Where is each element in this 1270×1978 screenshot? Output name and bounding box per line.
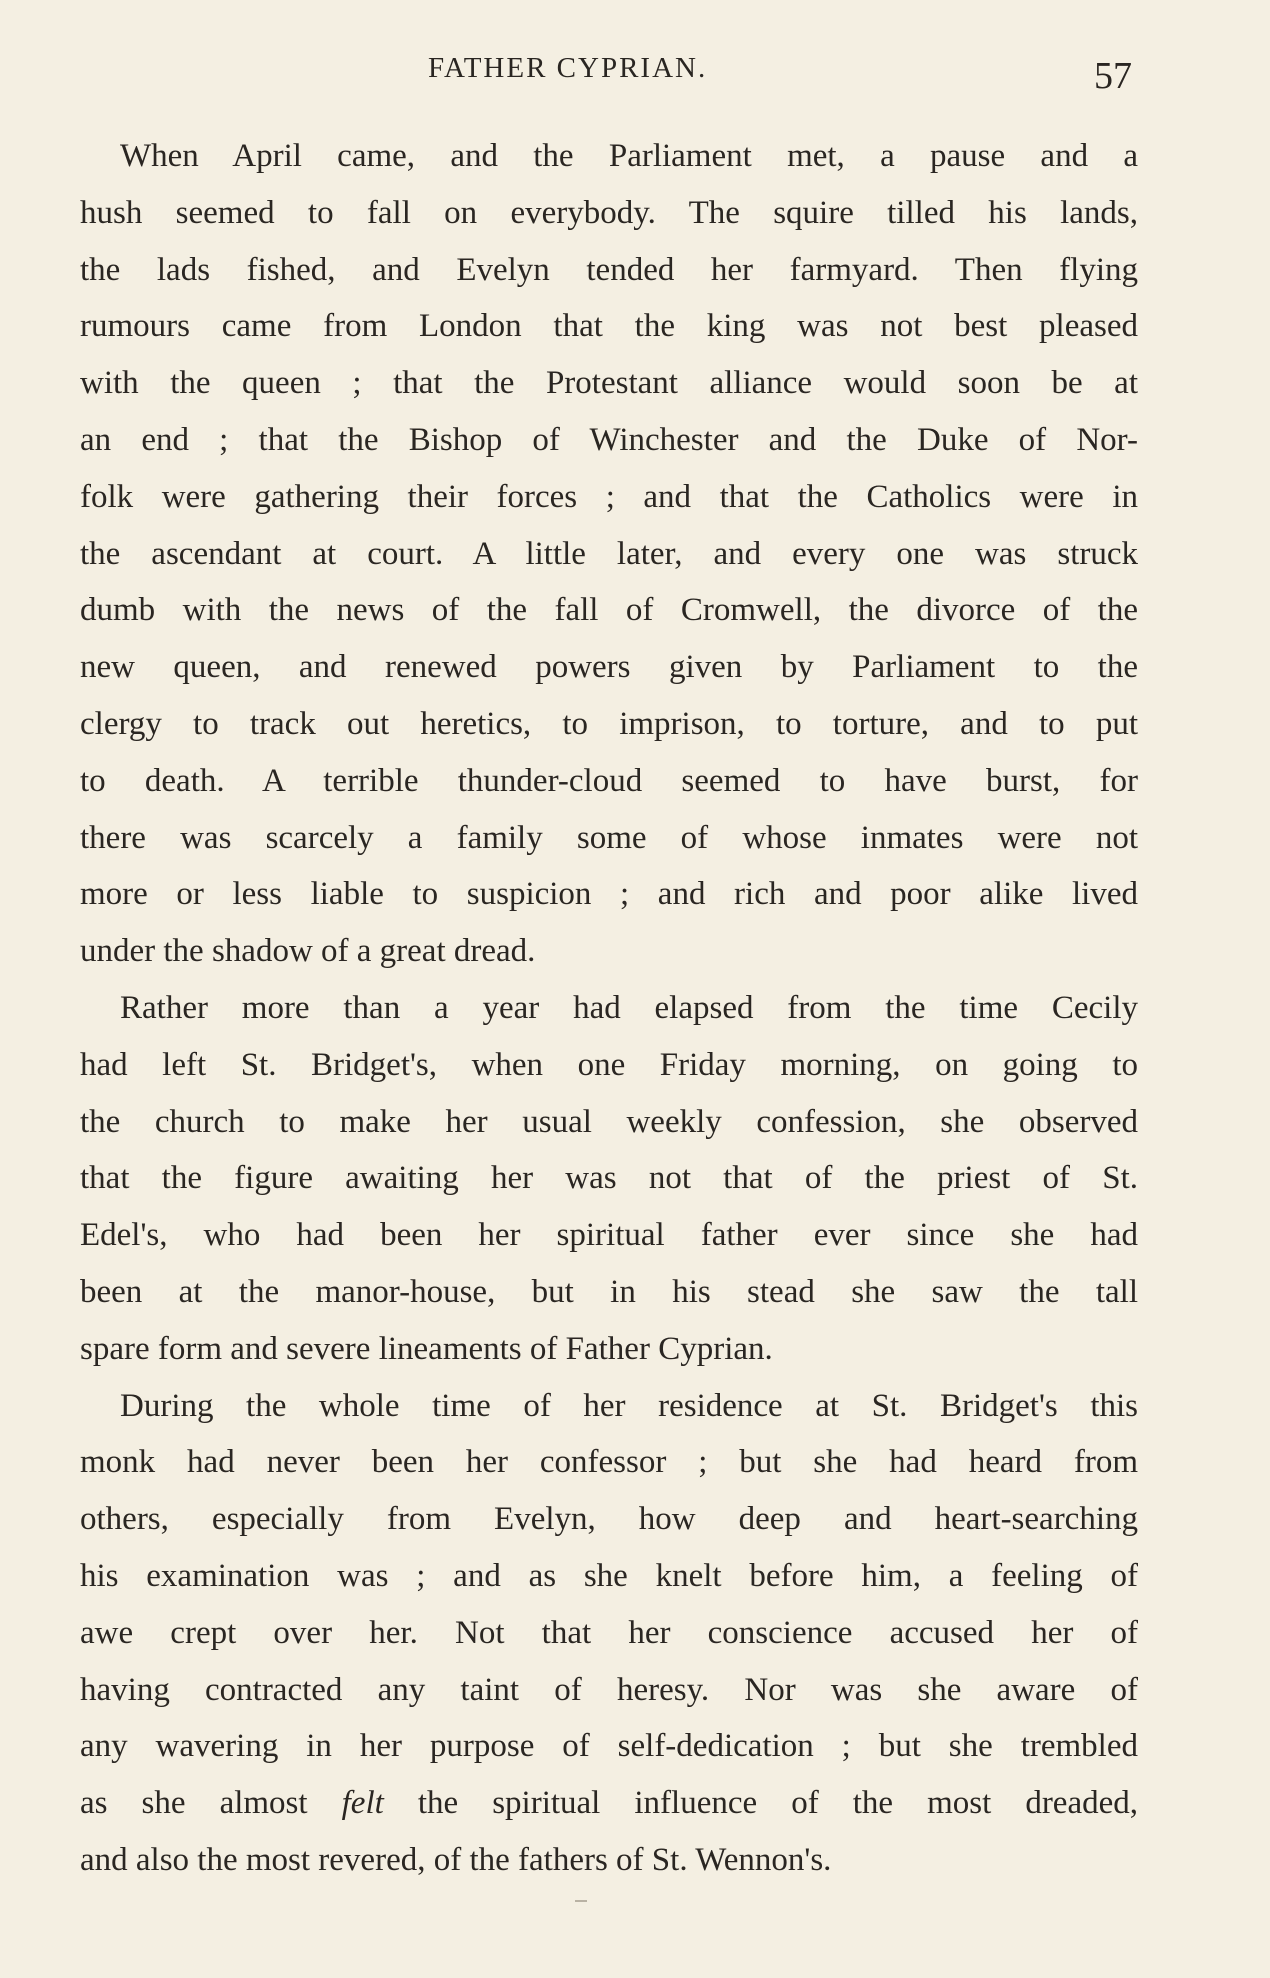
text-line: clergy to track out heretics, to imprison, to torture, and to put [80, 705, 1138, 742]
text-line: rumours came from London that the king was not best pleased [80, 308, 1138, 345]
text-line: that the figure awaiting her was not that of the priest of St. [80, 1160, 1138, 1197]
text-line: spare form and severe lineaments of Father Cyprian. [80, 1330, 773, 1367]
text-line: awe crept over her. Not that her conscience accused her of [80, 1614, 1138, 1651]
text-line: having contracted any taint of heresy. Nor was she aware of [80, 1671, 1138, 1708]
text-line: his examination was ; and as she knelt before him, a feeling of [80, 1557, 1138, 1594]
text-line: with the queen ; that the Protestant alliance would soon be at [80, 365, 1138, 402]
text-line: Rather more than a year had elapsed from the time Cecily [120, 989, 1138, 1026]
text-line: the church to make her usual weekly confession, she observed [80, 1103, 1138, 1140]
running-title: FATHER CYPRIAN. [428, 52, 708, 84]
text-line: to death. A terrible thunder-cloud seemed to have burst, for [80, 762, 1138, 799]
page-number: 57 [1094, 55, 1132, 97]
text-line: more or less liable to suspicion ; and rich and poor alike lived [80, 876, 1138, 913]
emphasized-word: felt [341, 1785, 384, 1822]
text-line: had left St. Bridget's, when one Friday morning, on going to [80, 1046, 1138, 1083]
text-line-suffix: the spiritual influence of the most dreaded, [417, 1785, 1138, 1822]
text-line: dumb with the news of the fall of Cromwell, the divorce of the [80, 592, 1138, 629]
text-line: Edel's, who had been her spiritual father ever since she had [80, 1217, 1138, 1254]
text-line: under the shadow of a great dread. [80, 933, 536, 970]
body-text [80, 128, 1138, 1889]
text-line: others, especially from Evelyn, how deep and heart-searching [80, 1501, 1138, 1538]
text-line: the ascendant at court. A little later, and every one was struck [80, 535, 1138, 572]
text-line: any wavering in her purpose of self-dedication ; but she trembled [80, 1728, 1138, 1765]
text-line: When April came, and the Parliament met, a pause and a [120, 138, 1138, 174]
text-line: monk had never been her confessor ; but she had heard from [80, 1444, 1138, 1481]
running-head [0, 52, 1270, 97]
text-line: new queen, and renewed powers given by Parliament to the [80, 649, 1138, 686]
text-line: During the whole time of her residence at St. Bridget's this [120, 1387, 1138, 1424]
text-line: there was scarcely a family some of whose inmates were not [80, 819, 1138, 856]
text-line: an end ; that the Bishop of Winchester and the Duke of Nor- [80, 421, 1138, 458]
text-line: been at the manor-house, but in his stead she saw the tall [80, 1273, 1138, 1310]
text-line: and also the most revered, of the fathers of St. Wennon's. [80, 1841, 832, 1878]
text-line-with-emphasis [80, 1775, 1138, 1832]
text-line: folk were gathering their forces ; and that the Catholics were in [80, 478, 1138, 515]
text-line: the lads fished, and Evelyn tended her farmyard. Then flying [80, 251, 1138, 288]
text-line-prefix: as she almost [80, 1785, 308, 1822]
text-line: hush seemed to fall on everybody. The squire tilled his lands, [80, 194, 1138, 231]
page-foot-mark [575, 1900, 587, 1902]
